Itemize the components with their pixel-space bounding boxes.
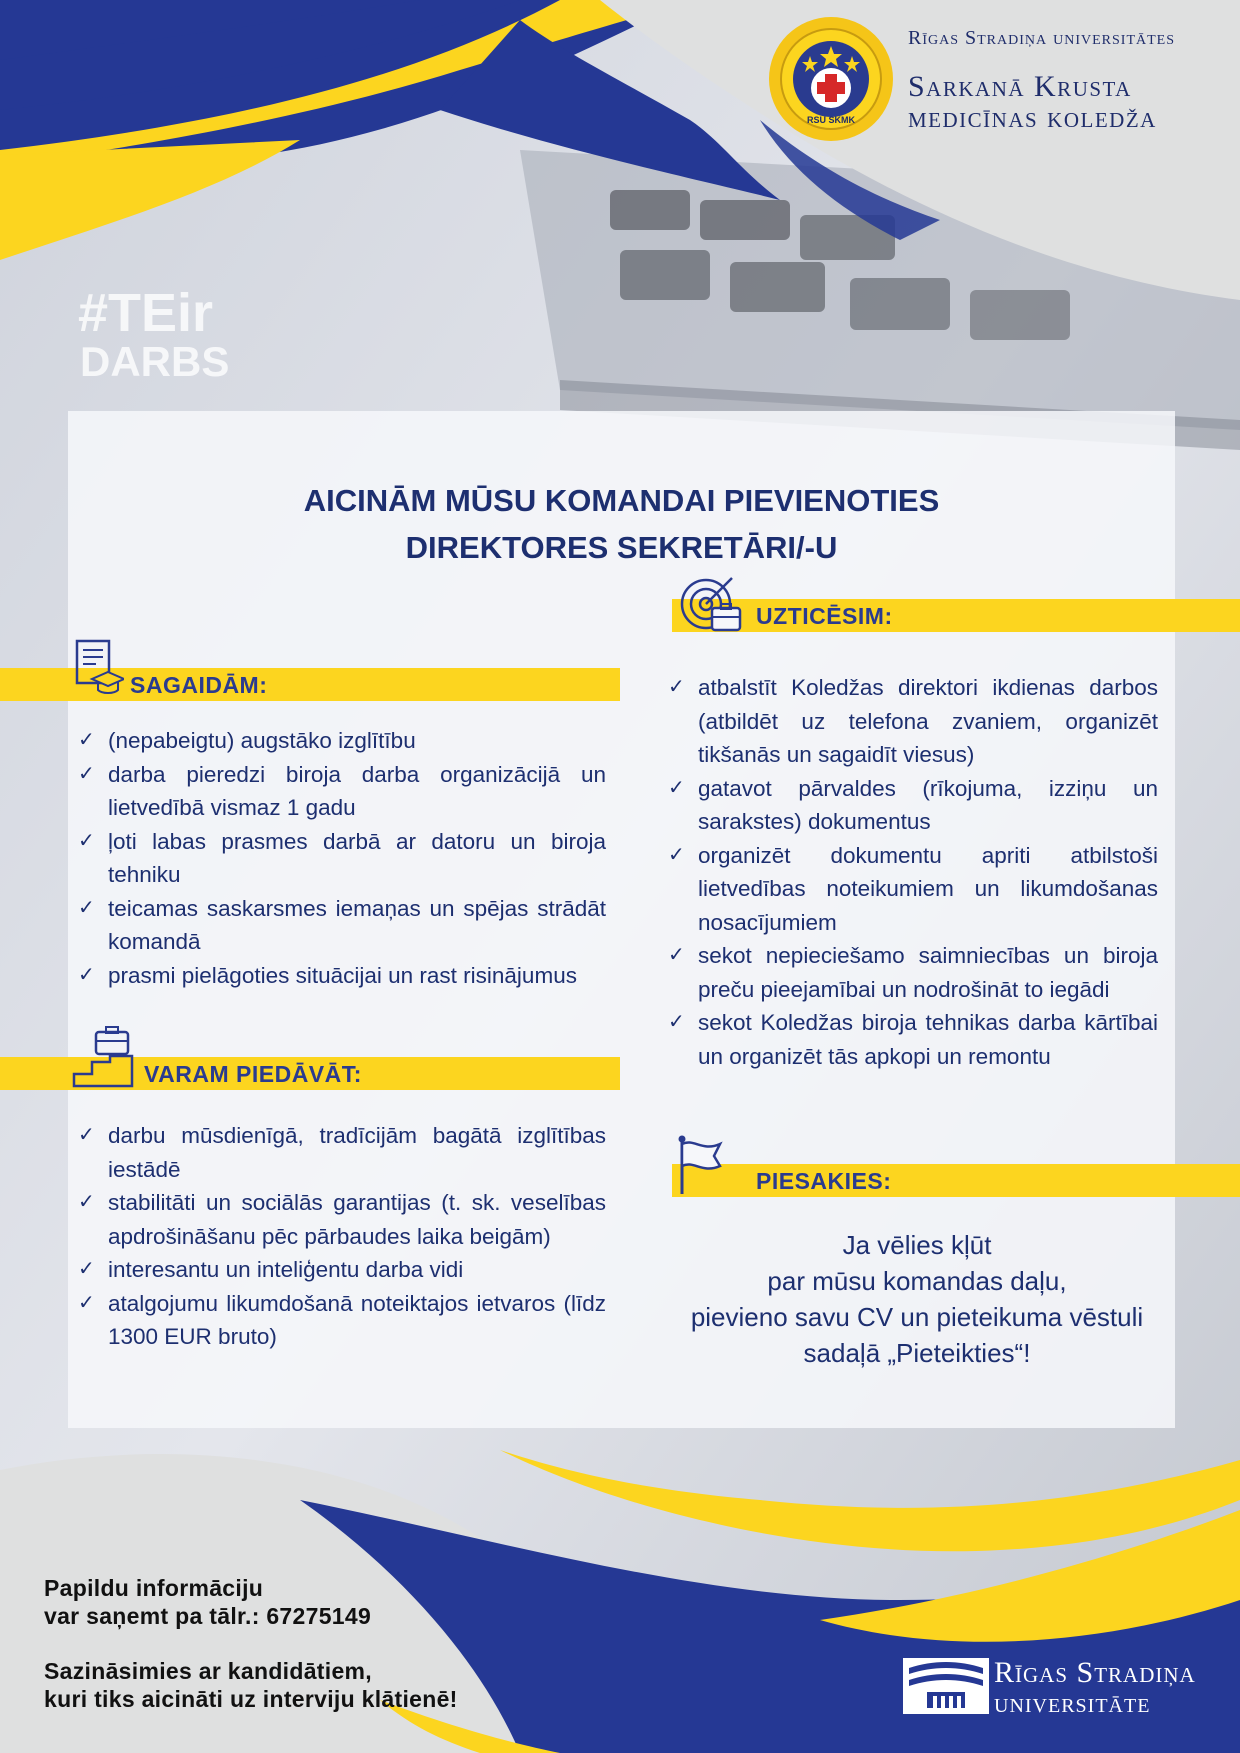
list-item: ✓ prasmi pielāgoties situācijai un rast risinājumus [78, 959, 606, 993]
list-item: ✓ interesantu un inteliģentu darba vidi [78, 1253, 606, 1287]
page-title-line2: DIREKTORES SEKRETĀRI/-U [405, 530, 838, 565]
check-icon: ✓ [78, 1291, 95, 1314]
flag-icon [674, 1134, 724, 1201]
footer-info-line2: var saņemt pa tālr.: 67275149 [44, 1603, 372, 1629]
rsu-logo-icon [903, 1658, 989, 1719]
rsu-logo-line1: Rīgas Stradiņa [994, 1656, 1196, 1689]
check-icon: ✓ [78, 829, 95, 852]
footer-info [44, 1574, 371, 1630]
offer-heading: VARAM PIEDĀVĀT: [144, 1061, 362, 1087]
footer-contact-line2: kuri tiks aicināti uz interviju klātienē! [44, 1686, 458, 1712]
check-icon: ✓ [78, 729, 95, 751]
hashtag-line1: #TEir [78, 283, 214, 343]
target-briefcase-icon [680, 574, 742, 639]
expect-heading: SAGAIDĀM: [130, 672, 268, 698]
check-icon: ✓ [78, 1258, 95, 1280]
check-icon: ✓ [78, 1124, 95, 1146]
apply-line: par mūsu komandas daļu, [767, 1266, 1067, 1296]
footer-info-line1: Papildu informāciju [44, 1575, 264, 1601]
page-title-line1: AICINĀM MŪSU KOMANDAI PIEVIENOTIES [303, 483, 940, 518]
list-item: ✓ sekot Koledžas biroja tehnikas darba kārtībai un organizēt tās apkopi un remontu [668, 1006, 1158, 1073]
list-item: ✓ gatavot pārvaldes (rīkojuma, izziņu un sarakstes) dokumentus [668, 772, 1158, 839]
trust-list [668, 671, 1158, 1073]
check-icon: ✓ [668, 843, 685, 866]
check-icon: ✓ [668, 776, 685, 799]
list-item: ✓ atalgojumu likumdošanā noteiktajos ietvaros (līdz 1300 EUR bruto) [78, 1287, 606, 1354]
college-logo [768, 16, 894, 142]
list-item: ✓ atbalstīt Koledžas direktori ikdienas darbos (atbildēt uz telefona zvaniem, organizēt tikšanās un sagaidīt viesus) [668, 671, 1158, 772]
list-item: ✓ stabilitāti un sociālās garantijas (t. sk. veselības apdrošināšanu pēc pārbaudes laika beigām) [78, 1186, 606, 1253]
rsu-logo-line2: universitāte [994, 1688, 1151, 1719]
list-item: ✓ (nepabeigtu) augstāko izglītību [78, 724, 606, 758]
check-icon: ✓ [668, 676, 685, 698]
list-item: ✓ darba pieredzi biroja darba organizācijā un lietvedībā vismaz 1 gadu [78, 758, 606, 825]
apply-line: Ja vēlies kļūt [842, 1230, 992, 1260]
footer-contact [44, 1657, 458, 1713]
offer-list [78, 1119, 606, 1354]
expect-list [78, 724, 606, 992]
apply-text [672, 1227, 1162, 1371]
check-icon: ✓ [78, 762, 95, 785]
hashtag-line2: DARBS [80, 338, 230, 385]
briefcase-stairs-icon [72, 1026, 134, 1095]
header-university: Rīgas Stradiņa universitātes [908, 27, 1176, 49]
apply-heading: PIESAKIES: [756, 1168, 892, 1194]
check-icon: ✓ [78, 1191, 95, 1213]
check-icon: ✓ [78, 963, 95, 986]
header-college-line1: Sarkanā Krusta [908, 70, 1132, 103]
list-item: ✓ ļoti labas prasmes darbā ar datoru un biroja tehniku [78, 825, 606, 892]
check-icon: ✓ [668, 1011, 685, 1033]
apply-line: sadaļā „Pieteikties“! [803, 1338, 1031, 1368]
list-item: ✓ darbu mūsdienīgā, tradīcijām bagātā izglītības iestādē [78, 1119, 606, 1186]
footer-contact-line1: Sazināsimies ar kandidātiem, [44, 1658, 372, 1684]
trust-heading: UZTICĒSIM: [756, 603, 893, 629]
check-icon: ✓ [78, 896, 95, 919]
apply-line: pievieno savu CV un pieteikuma vēstuli [690, 1302, 1144, 1332]
list-item: ✓ teicamas saskarsmes iemaņas un spējas strādāt komandā [78, 892, 606, 959]
check-icon: ✓ [668, 944, 685, 966]
list-item: ✓ organizēt dokumentu apriti atbilstoši lietvedības noteikumiem un likumdošanas nosacījumiem [668, 839, 1158, 940]
logo-ring-text: RSU SKMK [806, 115, 855, 125]
list-item: ✓ sekot nepieciešamo saimniecības un biroja preču pieejamībai un nodrošināt to iegādi [668, 939, 1158, 1006]
graduation-document-icon [74, 638, 124, 705]
header-college-line2: medicīnas koledža [908, 101, 1157, 134]
